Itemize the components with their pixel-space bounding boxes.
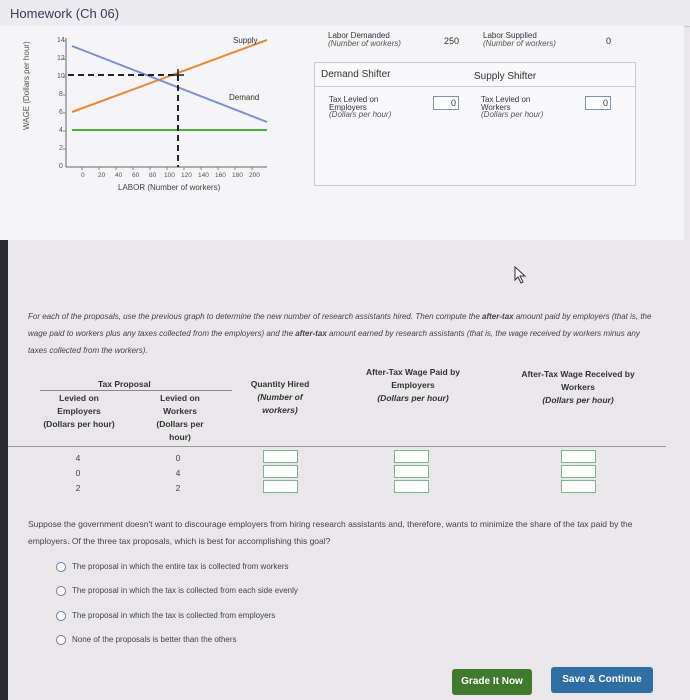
- radio-icon[interactable]: [56, 611, 66, 621]
- row3-workers: 2: [175, 483, 181, 493]
- row2-workers: 4: [175, 468, 181, 478]
- save-continue-button[interactable]: Save & Continue: [551, 667, 653, 693]
- x-tick-label: 140: [198, 172, 209, 179]
- page-title: Homework (Ch 06): [10, 6, 120, 21]
- demand-curve: [72, 46, 267, 122]
- left-edge: [0, 240, 8, 700]
- supply-shifter-line3: (Dollars per hour): [481, 110, 544, 119]
- labor-demanded-label: Labor Demanded: [328, 31, 390, 40]
- quantity-input-row2[interactable]: [263, 465, 298, 478]
- row3-employers: 2: [75, 483, 81, 493]
- received-input-row3[interactable]: [561, 480, 596, 493]
- mouse-cursor-icon: [514, 266, 528, 284]
- x-axis-label: LABOR (Number of workers): [118, 183, 221, 192]
- table-header-divider: [8, 446, 666, 447]
- col-employers-header: Levied on Employers (Dollars per hour): [43, 393, 115, 429]
- row2-employers: 0: [75, 468, 81, 478]
- y-tick-label: 0: [59, 163, 63, 170]
- y-tick-label: 10: [57, 73, 65, 80]
- option-employers[interactable]: The proposal in which the tax is collected from employers: [56, 611, 275, 621]
- y-tick-label: 12: [57, 55, 65, 62]
- y-tick-label: 8: [59, 91, 63, 98]
- quantity-input-row3[interactable]: [263, 480, 298, 493]
- demand-label: Demand: [229, 93, 260, 102]
- demand-shifter-line1: Tax Levied on: [329, 95, 379, 104]
- col-paid-header: After-Tax Wage Paid by Employers (Dollars per hour): [366, 367, 460, 403]
- labor-supplied-value: 0: [606, 36, 612, 46]
- option-workers[interactable]: The proposal in which the entire tax is collected from workers: [56, 562, 289, 572]
- tax-workers-input[interactable]: 0: [585, 96, 611, 110]
- y-tick-label: 14: [57, 37, 65, 44]
- labor-demanded-sublabel: (Number of workers): [328, 39, 401, 48]
- y-tick-label: 4: [59, 127, 63, 134]
- labor-supplied-sublabel: (Number of workers): [483, 39, 556, 48]
- received-input-row1[interactable]: [561, 450, 596, 463]
- paid-input-row2[interactable]: [394, 465, 429, 478]
- x-tick-label: 0: [81, 172, 85, 179]
- quantity-input-row1[interactable]: [263, 450, 298, 463]
- received-input-row2[interactable]: [561, 465, 596, 478]
- paid-input-row1[interactable]: [394, 450, 429, 463]
- x-tick-label: 180: [232, 172, 243, 179]
- demand-shifter-title: Demand Shifter: [321, 69, 391, 80]
- x-tick-label: 160: [215, 172, 226, 179]
- grade-button[interactable]: Grade It Now: [452, 669, 532, 695]
- supply-label: Supply: [233, 36, 258, 45]
- row1-employers: 4: [75, 453, 81, 463]
- y-tick-label: 2: [59, 145, 63, 152]
- tax-employers-input[interactable]: 0: [433, 96, 459, 110]
- labor-market-graph[interactable]: [52, 32, 272, 182]
- col-workers-header: Levied on Workers (Dollars per hour): [156, 393, 204, 442]
- demand-shifter-line3: (Dollars per hour): [329, 110, 392, 119]
- x-tick-label: 120: [181, 172, 192, 179]
- x-tick-label: 200: [249, 172, 260, 179]
- radio-icon[interactable]: [56, 562, 66, 572]
- tax-proposal-header: Tax Proposal: [98, 379, 151, 389]
- x-tick-label: 20: [98, 172, 106, 179]
- y-tick-label: 6: [59, 109, 63, 116]
- supply-shifter-title: Supply Shifter: [474, 71, 537, 82]
- option-none[interactable]: None of the proposals is better than the others: [56, 635, 237, 645]
- question-text: Suppose the government doesn't want to discourage employers from hiring research assistants and, therefore, wants to minimize the share of the tax paid by the employers. Of the three tax proposals, which is best for accomplishing this goal?: [28, 519, 633, 546]
- option-even[interactable]: The proposal in which the tax is collected from each side evenly: [56, 586, 298, 596]
- row1-workers: 0: [175, 453, 181, 463]
- x-tick-label: 40: [115, 172, 123, 179]
- x-tick-label: 80: [149, 172, 157, 179]
- supply-shifter-line1: Tax Levied on: [481, 95, 531, 104]
- radio-icon[interactable]: [56, 635, 66, 645]
- y-axis-label: WAGE (Dollars per hour): [22, 41, 31, 130]
- header-divider: [40, 390, 232, 391]
- col-quantity-header: Quantity Hired (Number of workers): [250, 379, 310, 415]
- col-received-header: After-Tax Wage Received by Workers (Dollars per hour): [521, 369, 635, 405]
- x-tick-label: 60: [132, 172, 140, 179]
- labor-supplied-label: Labor Supplied: [483, 31, 537, 40]
- divider: [314, 86, 636, 87]
- labor-demanded-value: 250: [444, 36, 460, 46]
- supply-shifter-line2: Workers: [481, 103, 511, 112]
- x-tick-label: 100: [164, 172, 175, 179]
- paid-input-row3[interactable]: [394, 480, 429, 493]
- radio-icon[interactable]: [56, 586, 66, 596]
- demand-shifter-line2: Employers: [329, 103, 367, 112]
- instructions-text: For each of the proposals, use the previous graph to determine the new number of research assistants hired. Then compute the after-tax amount paid by employers (that is, the wage paid to workers plus any taxes collected from the employers) and the after-tax amount earned by research assistants (that is, the wage received by workers minus any taxes collected from the workers).: [28, 312, 652, 355]
